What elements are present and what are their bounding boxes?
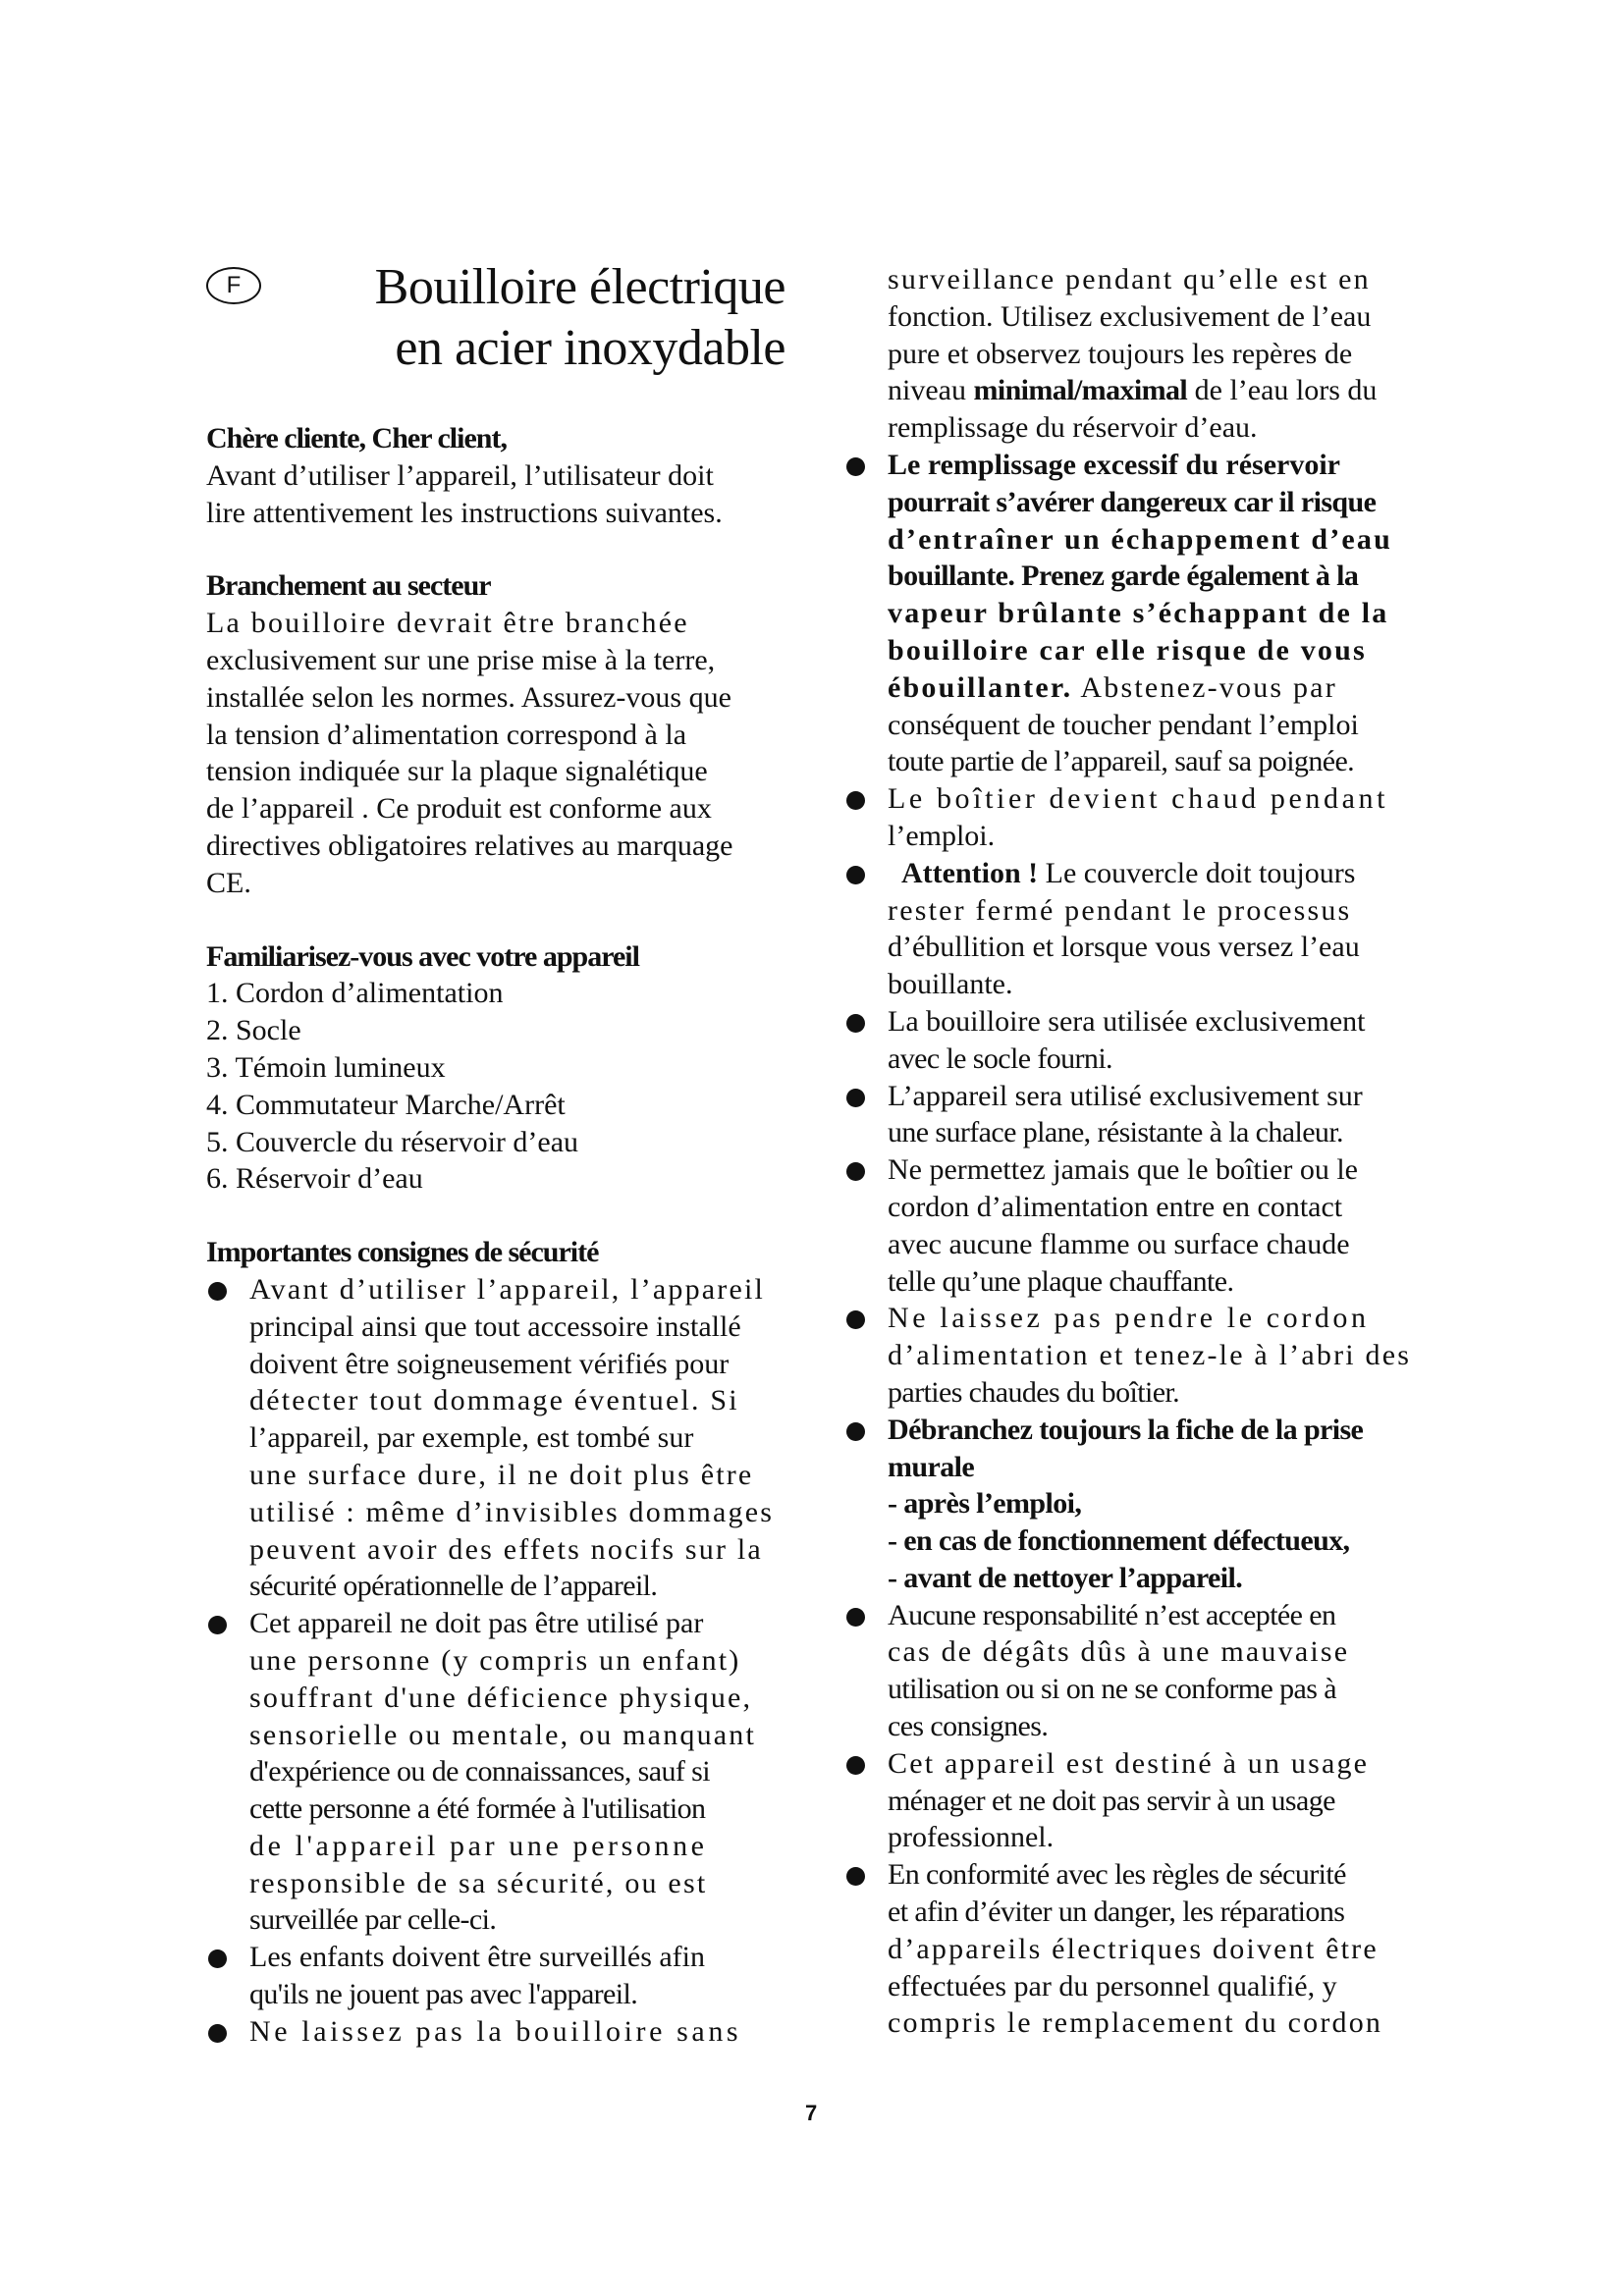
language-badge: F: [206, 267, 261, 304]
bullet-icon: [846, 1162, 865, 1181]
branchement-text: La bouilloire devrait être branchée exclusivement sur une prise mise à la terre, installée selon les normes. Assurez-vous que la tension d’alimentation correspond à la tension indiquée sur la plaque signalétique de l’appareil . Ce produit est conforme aux directives obligatoires relatives au marquage CE.: [206, 607, 733, 899]
list-item: Débranchez toujours la fiche de la prise murale - après l’emploi, - en cas de fonctionnement défectueux, - avant de nettoyer l’appareil.: [844, 1412, 1434, 1597]
bullet-icon: [846, 1014, 865, 1033]
list-item: 4. Commutateur Marche/Arrêt: [206, 1088, 566, 1121]
safety-list-left: [206, 1271, 787, 2051]
list-item-continued: surveillance pendant qu’elle est en fonction. Utilisez exclusivement de l’eau pure et observez toujours les repères de niveau minimal/maximal de l’eau lors du remplissage du réservoir d’eau.: [888, 263, 1378, 445]
safety-list-right: [844, 261, 1434, 2042]
list-item: 3. Témoin lumineux: [206, 1050, 446, 1084]
list-item: La bouilloire sera utilisée exclusivement avec le socle fourni.: [844, 1003, 1434, 1078]
bullet-icon: [846, 1608, 865, 1627]
greeting: Chère cliente, Cher client,: [206, 422, 507, 454]
list-item: Avant d’utiliser l’appareil, l’appareil principal ainsi que tout accessoire installé doivent être soigneusement vérifiés pour détecter tout dommage éventuel. Si l’appareil, par exemple, est tombé sur une surface dure, il ne doit plus être utilisé : même d’invisibles dommages peuvent avoir des effets nocifs sur la sécurité opérationnelle de l’appareil.: [206, 1271, 787, 1605]
bullet-icon: [846, 1756, 865, 1775]
list-item: Ne laissez pas la bouilloire sans: [206, 2013, 787, 2051]
right-column: [844, 261, 1434, 2042]
parts-list: [206, 975, 787, 1198]
bullet-icon: [846, 1867, 865, 1886]
section-heading-branchement: Branchement au secteur: [206, 569, 491, 603]
title-block: [206, 257, 787, 414]
list-item: 6. Réservoir d’eau: [206, 1162, 423, 1196]
bullet-icon: [846, 1310, 865, 1329]
bullet-icon: [208, 2024, 227, 2043]
left-column: [206, 257, 787, 2051]
bullet-icon: [846, 1089, 865, 1107]
list-item: Cet appareil ne doit pas être utilisé par une personne (y compris un enfant) souffrant d'une déficience physique, sensorielle ou mentale, ou manquant d'expérience ou de connaissances, sauf si cette personne a été formée à l'utilisation de l'appareil par une personne responsible de sa sécurité, ou est surveillée par celle-ci.: [206, 1605, 787, 1939]
list-item: 2. Socle: [206, 1014, 301, 1047]
page-title: Bouilloire électrique en acier inoxydable: [374, 259, 785, 376]
list-item: Les enfants doivent être surveillés afin qu'ils ne jouent pas avec l'appareil.: [206, 1939, 787, 2013]
list-item: Ne permettez jamais que le boîtier ou le cordon d’alimentation entre en contact avec aucune flamme ou surface chaude telle qu’une plaque chauffante.: [844, 1151, 1434, 1300]
section-heading-consignes: Importantes consignes de sécurité: [206, 1236, 599, 1269]
bullet-icon: [208, 1616, 227, 1634]
section-heading-familiarisez: Familiarisez-vous avec votre appareil: [206, 939, 639, 973]
bullet-icon: [208, 1949, 227, 1968]
list-item: Le remplissage excessif du réservoir pourrait s’avérer dangereux car il risque d’entraîner un échappement d’eau bouillante. Prenez garde également à la vapeur brûlante s’échappant de la bouilloire car elle risque de vous ébouillanter. Abstenez-vous par conséquent de toucher pendant l’emploi toute partie de l’appareil, sauf sa poignée.: [844, 447, 1434, 780]
list-item: Attention ! Le couvercle doit toujours rester fermé pendant le processus d’ébullition et lorsque vous versez l’eau bouillante.: [844, 855, 1434, 1003]
intro-line: Avant d’utiliser l’appareil, l’utilisateur doit: [206, 458, 714, 492]
intro-line: lire attentivement les instructions suivantes.: [206, 496, 723, 529]
bullet-icon: [208, 1282, 227, 1301]
bullet-icon: [846, 791, 865, 810]
list-item: Aucune responsabilité n’est acceptée en cas de dégâts dûs à une mauvaise utilisation ou si on ne se conforme pas à ces consignes.: [844, 1597, 1434, 1745]
bullet-icon: [846, 1422, 865, 1441]
list-item: Le boîtier devient chaud pendant l’emploi.: [844, 780, 1434, 855]
list-item: 1. Cordon d’alimentation: [206, 977, 504, 1010]
bullet-icon: [846, 866, 865, 884]
list-item: 5. Couvercle du réservoir d’eau: [206, 1125, 579, 1158]
list-item: En conformité avec les règles de sécurité et afin d’éviter un danger, les réparations d’appareils électriques doivent être effectuées par du personnel qualifié, y compris le remplacement du cordon: [844, 1856, 1434, 2042]
list-item: L’appareil sera utilisé exclusivement sur une surface plane, résistante à la chaleur.: [844, 1078, 1434, 1152]
list-item: Ne laissez pas pendre le cordon d’alimentation et tenez-le à l’abri des parties chaudes du boîtier.: [844, 1300, 1434, 1411]
bullet-icon: [846, 457, 865, 476]
list-item: Cet appareil est destiné à un usage ménager et ne doit pas servir à un usage professionnel.: [844, 1745, 1434, 1856]
page-number: 7: [805, 2101, 818, 2125]
